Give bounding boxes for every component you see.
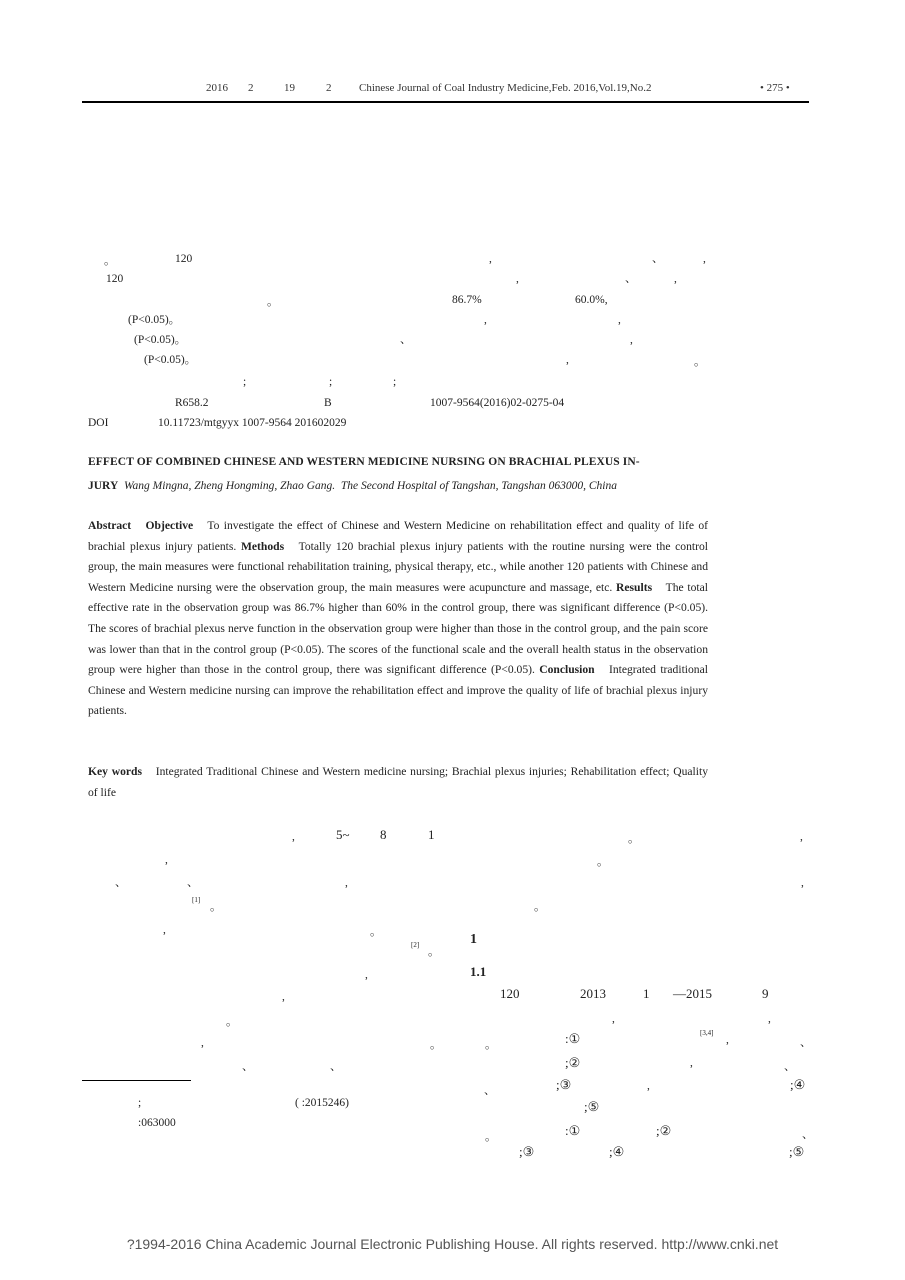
header-issue: 2 <box>326 82 332 94</box>
conclusion-text: Integrated traditional Chinese and Western medicine nursing can improve the rehabilitation effect and improve the quality of life of brachial plexus injury patients. <box>88 663 708 718</box>
fund-number: ( :2015246) <box>295 1097 349 1109</box>
affiliation: The Second Hospital of Tangshan, Tangshan 063000, China <box>340 480 617 492</box>
doi-label: DOI <box>88 417 109 429</box>
objective-text: To investigate the effect of Chinese and Western Medicine on rehabilitation effect and quality of life of brachial plexus injury patients. <box>88 519 708 553</box>
cn-p3: (P<0.05)。 <box>144 354 197 366</box>
keywords-text: Integrated Traditional Chinese and Western medicine nursing; Brachial plexus injuries; Rehabilitation effect; Quality of life <box>88 765 708 799</box>
header-rule <box>82 101 809 103</box>
keywords <box>88 762 708 803</box>
cn-p2: (P<0.05)。 <box>134 334 187 346</box>
clc-number: R658.2 <box>175 397 209 409</box>
cn-n2: 120 <box>106 273 124 285</box>
postcode: :063000 <box>138 1117 176 1129</box>
english-title-cont: JURY <box>88 480 119 492</box>
english-abstract <box>88 516 708 722</box>
results-text: The total effective rate in the observation group was 86.7% higher than 60% in the control group, there was significant difference (P<0.05). The scores of brachial plexus nerve function in the observation group were higher than those in the control group, and the pain score was lower than that in the control group (P<0.05). The scores of the functional scale and the overall health status in the observation group were higher than those in the control group, there was significant difference (P<0.05). <box>88 580 708 677</box>
header-journal: Chinese Journal of Coal Industry Medicine,Feb. 2016,Vol.19,No.2 <box>359 82 652 94</box>
english-byline <box>88 476 708 497</box>
section-1-heading: 1 <box>470 932 477 947</box>
results-label: Results <box>616 580 653 594</box>
header-year: 2016 <box>206 82 228 94</box>
doi-value: 10.11723/mtgyyx 1007-9564 201602029 <box>158 417 347 429</box>
authors: Wang Mingna, Zheng Hongming, Zhao Gang. <box>124 480 336 492</box>
footnote-rule <box>82 1080 191 1081</box>
objective-label: Objective <box>145 519 194 532</box>
english-title: EFFECT OF COMBINED CHINESE AND WESTERN MEDICINE NURSING ON BRACHIAL PLEXUS IN- <box>88 456 640 468</box>
abstract-label: Abstract <box>88 519 132 532</box>
cn-p1: (P<0.05)。 <box>128 314 181 326</box>
article-id: 1007-9564(2016)02-0275-04 <box>430 397 565 409</box>
cn-n1: 120 <box>175 253 193 265</box>
header-page: • 275 • <box>760 82 790 94</box>
methods-text: Totally 120 brachial plexus injury patients with the routine nursing were the control group, the main measures were functional rehabilitation training, physical therapy, etc., while another 120 patients with Chinese and Western Medicine nursing were the observation group, the main measures were acupuncture and massage, etc. <box>88 539 708 594</box>
cn-rate2: 60.0%, <box>575 294 608 306</box>
copyright-footer: ?1994-2016 China Academic Journal Electronic Publishing House. All rights reserved. http://www.cnki.net <box>126 1236 779 1252</box>
section-1-1-heading: 1.1 <box>470 964 487 979</box>
keywords-label: Key words <box>88 765 142 778</box>
conclusion-label: Conclusion <box>539 663 595 677</box>
cn-rate1: 86.7% <box>452 294 482 306</box>
header-month: 2 <box>248 82 254 94</box>
methods-label: Methods <box>240 539 285 553</box>
header-volume: 19 <box>284 82 295 94</box>
document-code: B <box>324 397 332 409</box>
